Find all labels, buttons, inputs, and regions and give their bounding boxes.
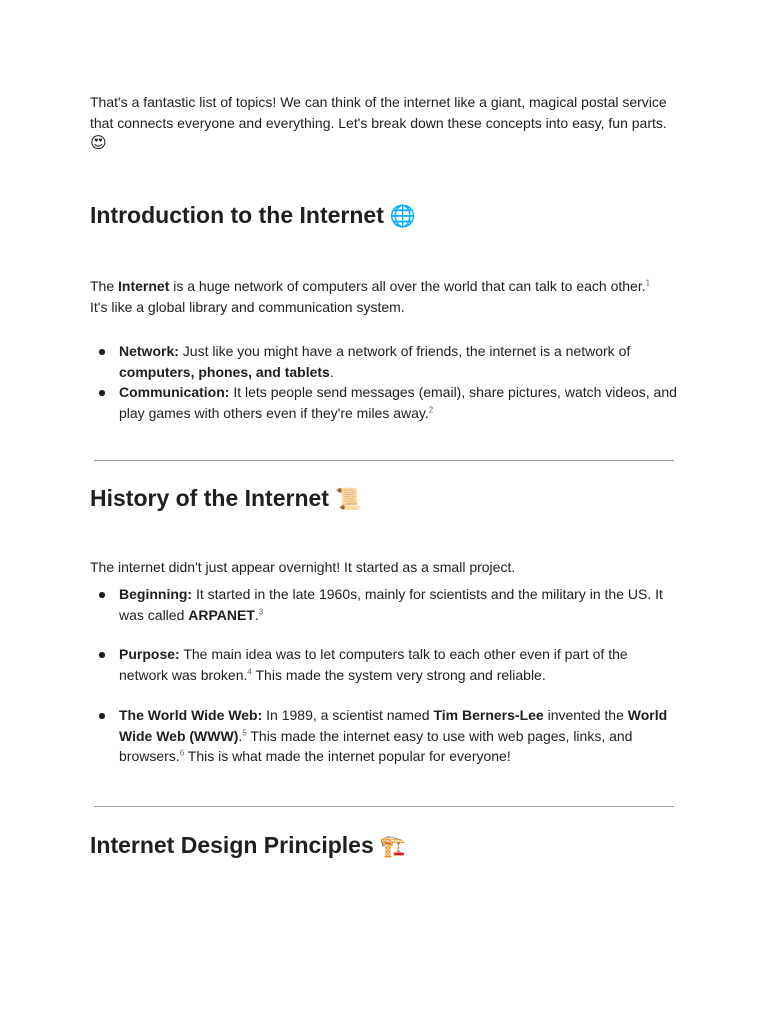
section-heading-design-principles xyxy=(90,830,406,861)
list-item: Beginning: It started in the late 1960s, mainly for scientists and the military in the US. It was called ARPANET.$^3$ xyxy=(90,584,680,625)
list-item: Communication: It lets people send messages (email), share pictures, watch videos, and play games with others even if they're miles away.$^2$ xyxy=(90,382,680,423)
citation-1[interactable]: 1 xyxy=(645,278,651,288)
scroll-icon: 📜 xyxy=(334,487,362,511)
introduction-paragraph: The Internet is a huge network of computers all over the world that can talk to each other.$^1$ It's like a global library and communication system. xyxy=(90,278,651,315)
heart-eyes-face-icon: 😍 xyxy=(90,133,107,152)
list-item: Network: Just like you might have a network of friends, the internet is a network of computers, phones, and tablets. xyxy=(90,341,680,382)
globe-icon: 🌐 xyxy=(389,204,417,228)
section-divider xyxy=(94,806,674,807)
section-divider xyxy=(94,460,674,461)
history-bullet-list-3 xyxy=(90,705,680,767)
citation-3[interactable]: 3 xyxy=(258,606,264,616)
heading-text: History of the Internet xyxy=(90,485,329,511)
citation-4[interactable]: 4 xyxy=(247,666,252,676)
intro-paragraph xyxy=(90,92,680,153)
section-heading-history xyxy=(90,483,361,514)
citation-6[interactable]: 6 xyxy=(179,748,185,758)
list-item: The World Wide Web: In 1989, a scientist named Tim Berners-Lee invented the World Wide Web (WWW).$^5$ This made the internet easy to use with web pages, links, and browsers.$^6$ This is what made the internet popular for everyone! xyxy=(90,705,680,767)
citation-2[interactable]: 2 xyxy=(428,404,434,414)
heading-text: Internet Design Principles xyxy=(90,832,374,858)
section-heading-introduction xyxy=(90,200,416,231)
intro-text: That's a fantastic list of topics! We can think of the internet like a giant, magical postal service that connects everyone and everything. Let's break down these concepts into easy, fun parts. xyxy=(90,94,667,131)
list-item: Purpose: The main idea was to let computers talk to each other even if part of the network was broken.$^4$ This made the system very strong and reliable. xyxy=(90,644,680,685)
building-construction-icon: 🏗️ xyxy=(379,834,406,858)
heading-text: Introduction to the Internet xyxy=(90,202,384,228)
history-paragraph: The internet didn't just appear overnight! It started as a small project. xyxy=(90,559,516,575)
citation-5[interactable]: 5 xyxy=(242,727,247,737)
history-bullet-list xyxy=(90,584,680,625)
internet-term: Internet xyxy=(118,278,170,294)
history-bullet-list-2 xyxy=(90,644,680,685)
introduction-bullet-list xyxy=(90,341,680,423)
